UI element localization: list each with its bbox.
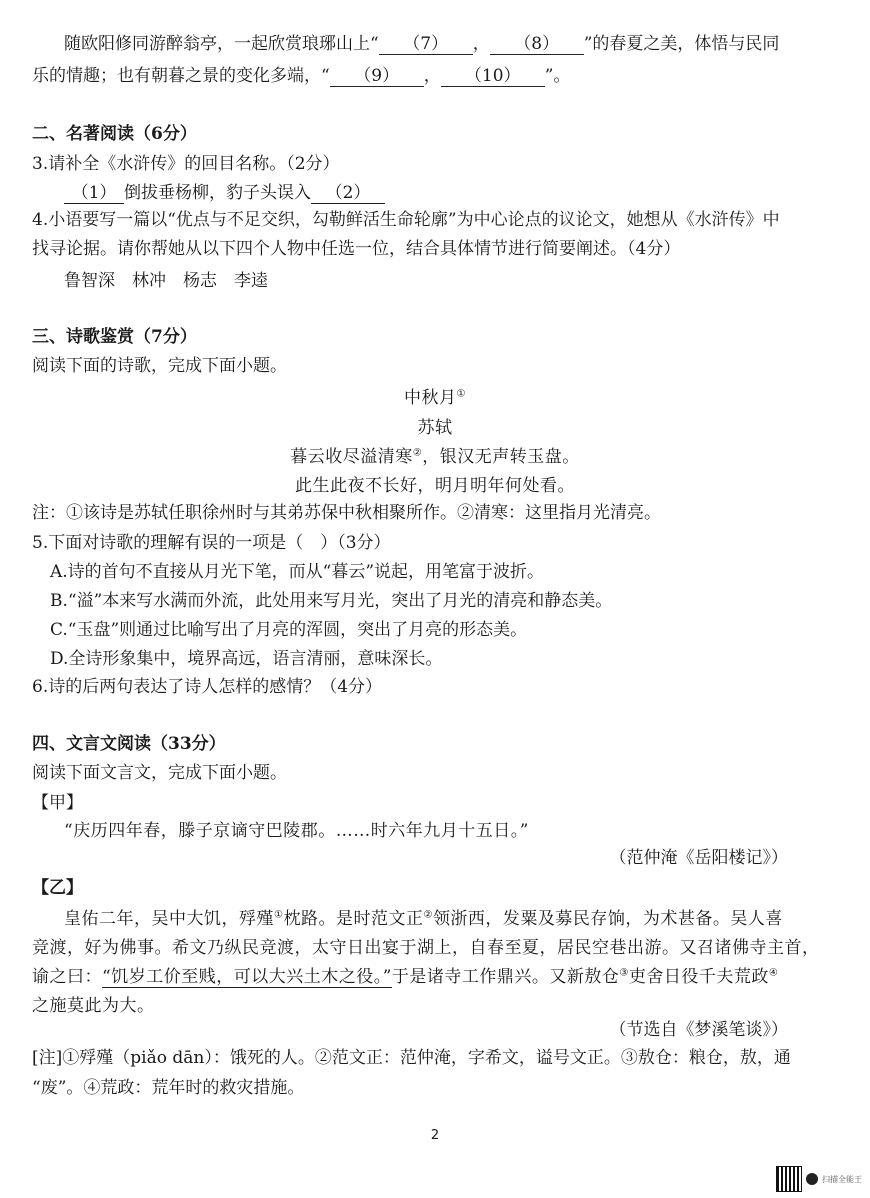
poem-author: 苏轼: [417, 418, 453, 438]
text: ”。: [544, 66, 571, 86]
section-heading-2: 二、名著阅读（6分）: [32, 124, 197, 144]
character-names: 鲁智深 林冲 杨志 李逵: [64, 271, 268, 291]
question-6: 6.诗的后两句表达了诗人怎样的感情？（4分）: [32, 677, 383, 697]
question-5: 5.下面对诗歌的理解有误的一项是（ ）（3分）: [32, 533, 391, 553]
footnote-mark: ④: [768, 967, 779, 979]
footnote-mark: ①: [456, 388, 466, 400]
text: ，: [472, 34, 490, 54]
text: 于是诸寺工作鼎兴。又新敖仓: [391, 967, 620, 987]
poem-line-1: [0, 447, 870, 467]
page-number: 2: [430, 1128, 440, 1143]
section-heading-4: 四、文言文阅读（33分）: [32, 734, 226, 754]
blank-2: （2）: [311, 183, 385, 204]
yi-source: （节选自《梦溪笔谈》）: [609, 1020, 788, 1040]
option-d: D.全诗形象集中，境界高远，语言清丽，意味深长。: [50, 649, 443, 669]
text: 领浙西，发粟及募民存饷，为术甚备。吴人喜: [432, 909, 783, 929]
poem-intro: 阅读下面的诗歌，完成下面小题。: [32, 356, 287, 376]
footnote-mark: ②: [423, 909, 433, 921]
option-a: A.诗的首句不直接从月光下笔，而从“暮云”说起，用笔富于波折。: [50, 562, 545, 582]
text: 枕路。是时范文正: [283, 909, 424, 929]
footnote-mark: ③: [619, 967, 629, 979]
question-3: 3.请补全《水浒传》的回目名称。（2分）: [32, 154, 340, 174]
fill-line-2: [32, 66, 570, 87]
jia-text: “庆历四年春，滕子京谪守巴陵郡。……时六年九月十五日。”: [64, 821, 529, 841]
qr-code-icon: [776, 1166, 802, 1192]
yi-line-4: 之施莫此为大。: [32, 996, 155, 1016]
blank-9: （9）: [330, 66, 424, 87]
option-b: B.“溢”本来写水满而外流，此处用来写月光，突出了月光的清亮和静态美。: [50, 591, 613, 611]
text: ，: [423, 66, 441, 86]
underlined-sentence: “饥岁工价至贱，可以大兴土木之役。”: [102, 967, 392, 987]
section-heading-3: 三、诗歌鉴赏（7分）: [32, 327, 197, 347]
poem-note: 注：①该诗是苏轼任职徐州时与其弟苏保中秋相聚所作。②清寒：这里指月光清亮。: [32, 503, 661, 523]
classical-note-2: “废”。④荒政：荒年时的救灾措施。: [32, 1078, 305, 1098]
blank-1: （1）: [64, 183, 124, 204]
poem-title: [0, 388, 870, 408]
blank-10: （10）: [441, 66, 545, 87]
classical-intro: 阅读下面文言文，完成下面小题。: [32, 763, 287, 783]
blank-8: （8）: [490, 34, 584, 55]
text: 吏舍日役千夫荒政: [628, 967, 769, 987]
label-jia: 【甲】: [32, 793, 83, 813]
text: 谕之曰：: [32, 967, 102, 987]
scanner-logo-icon: [806, 1173, 818, 1185]
question-4-line-1: 4.小语要写一篇以“优点与不足交织，勾勒鲜活生命轮廓”为中心论点的议论文，她想从《水浒传》中: [32, 210, 780, 230]
watermark-text: 扫描全能王: [822, 1174, 862, 1184]
footnote-mark: ①: [274, 909, 284, 921]
text: 中秋月: [404, 388, 457, 408]
jia-source: （范仲淹《岳阳楼记》）: [609, 848, 788, 868]
poem-line-2: 此生此夜不长好，明月明年何处看。: [295, 476, 575, 496]
text: 随欧阳修同游醉翁亭，一起欣赏琅琊山上“: [64, 34, 379, 54]
text: 倒拔垂杨柳，豹子头误入: [124, 183, 311, 203]
blank-7: （7）: [379, 34, 473, 55]
text: 皇佑二年，吴中大饥，殍殣: [64, 909, 274, 929]
yi-line-3: [32, 967, 778, 987]
footnote-mark: ②: [412, 447, 423, 459]
yi-line-1: [64, 909, 783, 929]
yi-line-2: 竞渡，好为佛事。希文乃纵民竞渡，太守日出宴于湖上，自春至夏，居民空巷出游。又召诸佛寺主首，: [32, 938, 820, 958]
fill-line-1: [64, 34, 779, 55]
text: 乐的情趣；也有朝暮之景的变化多端，“: [32, 66, 330, 86]
option-c: C.“玉盘”则通过比喻写出了月亮的浑圆，突出了月亮的形态美。: [50, 620, 528, 640]
label-yi: 【乙】: [32, 878, 83, 898]
text: ，银汉无声转玉盘。: [422, 447, 580, 467]
text: 暮云收尽溢清寒: [290, 447, 413, 467]
question-4-line-2: 找寻论据。请你帮她从以下四个人物中任选一位，结合具体情节进行简要阐述。（4分）: [32, 239, 681, 259]
question-3-fill: [64, 183, 385, 204]
scanner-watermark: [776, 1166, 862, 1192]
text: ”的春夏之美，体悟与民同: [583, 34, 780, 54]
classical-note-1: [注]①殍殣（piǎo dān）：饿死的人。②范文正：范仲淹，字希文，谥号文正。③敖仓：粮仓，敖，通: [32, 1048, 791, 1068]
